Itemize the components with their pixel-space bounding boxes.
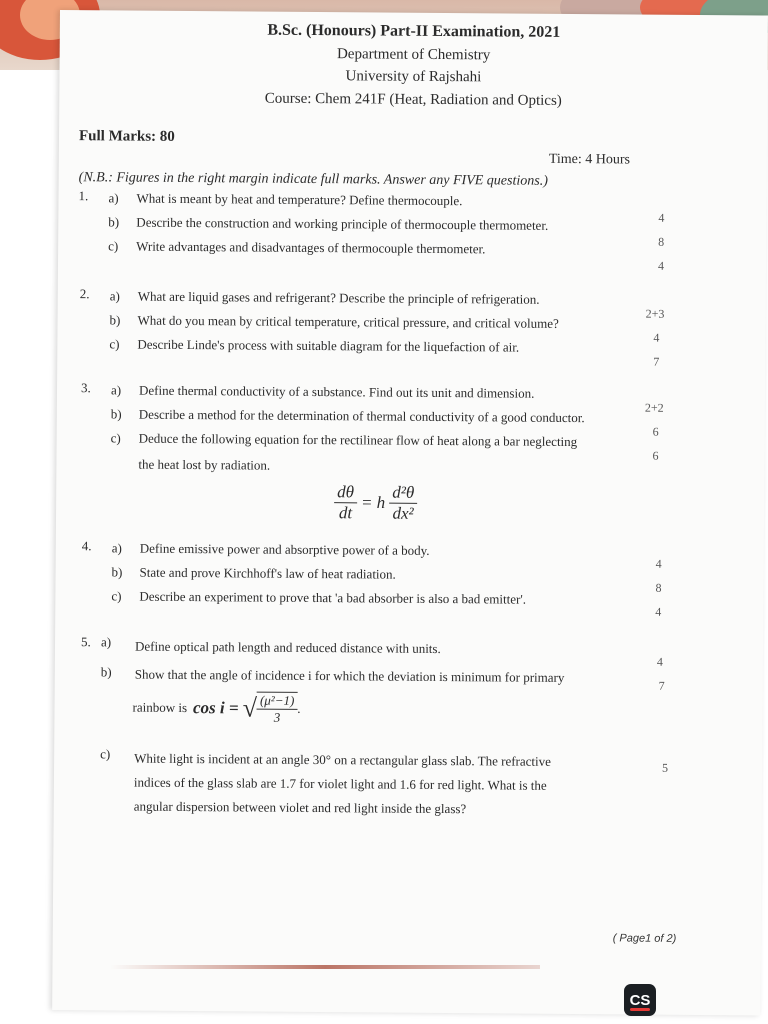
- question-text: Show that the angle of incidence i for which the deviation is minimum for primary: [134, 666, 565, 685]
- marks: 7: [653, 354, 660, 369]
- part-label: b): [108, 214, 120, 230]
- department: Department of Chemistry: [336, 46, 491, 64]
- marks: 6: [652, 448, 659, 463]
- question-number: 3.: [80, 380, 91, 396]
- question-text: Define emissive power and absorptive power of a body.: [139, 540, 430, 558]
- part-label: a): [108, 190, 119, 206]
- marks: 4: [655, 604, 662, 619]
- part-label: b): [110, 406, 122, 422]
- marks: 4: [655, 556, 662, 571]
- question-text: White light is incident at an angle 30° on a rectangular glass slab. The refractive: [134, 750, 552, 769]
- equation-rhs: [389, 483, 417, 524]
- question-number: 1.: [78, 188, 89, 204]
- part-label: a): [110, 382, 122, 398]
- sqrt-symbol: √: [242, 693, 258, 723]
- part-label: b): [109, 312, 121, 328]
- part-label: b): [100, 664, 112, 680]
- rainbow-label: rainbow is: [132, 699, 188, 716]
- question-text: Define optical path length and reduced distance with units.: [134, 638, 441, 657]
- formula-end: .: [297, 700, 301, 716]
- marks: 2+3: [645, 306, 665, 321]
- part-label: c): [111, 588, 122, 604]
- question-text: What do you mean by critical temperature, critical pressure, and critical volume?: [137, 312, 559, 331]
- exam-title: B.Sc. (Honours) Part-II Examination, 2021: [267, 21, 561, 41]
- question-text: What are liquid gases and refrigerant? Describe the principle of refrigeration.: [137, 288, 540, 307]
- university: University of Rajshahi: [345, 68, 482, 86]
- page-number: ( Page1 of 2): [612, 932, 677, 945]
- rainbow-formula: [132, 691, 300, 726]
- part-label: c): [108, 238, 119, 254]
- formula-numerator: (μ²−1): [257, 693, 297, 710]
- marks: 4: [653, 330, 660, 345]
- part-label: a): [109, 288, 120, 304]
- instructions: (N.B.: Figures in the right margin indicate full marks. Answer any FIVE questions.): [78, 170, 548, 189]
- question-text-continued: the heat lost by radiation.: [138, 456, 271, 473]
- equation-lhs-denominator: dt: [338, 503, 353, 523]
- equation-rhs-denominator: dx²: [392, 503, 414, 523]
- part-label: a): [111, 540, 122, 556]
- formula-cos: cos i =: [192, 698, 239, 718]
- question-text: Describe Linde's process with suitable diagram for the liquefaction of air.: [137, 336, 520, 355]
- equation-equals: = h: [360, 492, 386, 513]
- part-label: c): [110, 430, 121, 446]
- question-text: What is meant by heat and temperature? Define thermocouple.: [136, 190, 463, 209]
- question-text: Describe an experiment to prove that 'a bad absorber is also a bad emitter'.: [139, 588, 527, 607]
- question-number: 5.: [80, 634, 91, 650]
- exam-paper: [52, 10, 768, 1016]
- marks: 4: [658, 210, 665, 225]
- question-text: State and prove Kirchhoff's law of heat radiation.: [139, 564, 396, 582]
- question-text-continued: indices of the glass slab are 1.7 for violet light and 1.6 for red light. What is the: [133, 774, 547, 793]
- part-label: a): [100, 634, 112, 650]
- heat-flow-equation: [334, 482, 417, 524]
- course: Course: Chem 241F (Heat, Radiation and Optics): [264, 90, 562, 109]
- question-text-continued: angular dispersion between violet and red light inside the glass?: [133, 798, 467, 817]
- equation-rhs-numerator: d²θ: [389, 483, 417, 504]
- part-label: b): [111, 564, 123, 580]
- question-text: Describe the construction and working principle of thermocouple thermometer.: [136, 214, 549, 233]
- part-label: c): [109, 336, 120, 352]
- question-text: Write advantages and disadvantages of thermocouple thermometer.: [136, 238, 486, 257]
- question-text: Define thermal conductivity of a substance. Find out its unit and dimension.: [138, 382, 535, 401]
- question-number: 2.: [79, 286, 90, 302]
- paper-edge-shadow: [110, 965, 540, 969]
- marks: 2+2: [644, 400, 664, 415]
- marks: 4: [656, 654, 663, 669]
- equation-lhs: [334, 482, 357, 523]
- part-label: c): [100, 746, 111, 762]
- formula-denominator: 3: [273, 709, 281, 725]
- camscanner-logo: [624, 984, 656, 1016]
- marks: 7: [658, 678, 665, 693]
- camscanner-logo-text: CS: [629, 991, 651, 1009]
- formula-fraction: [257, 692, 301, 726]
- marks: 6: [652, 424, 659, 439]
- marks: 8: [658, 234, 665, 249]
- exam-time: Time: 4 Hours: [548, 151, 631, 168]
- marks: 8: [655, 580, 662, 595]
- marks: 4: [657, 258, 665, 273]
- question-text: Describe a method for the determination of thermal conductivity of a good conductor.: [138, 406, 585, 426]
- question-number: 4.: [81, 538, 92, 554]
- marks: 5: [662, 760, 669, 775]
- equation-lhs-numerator: dθ: [334, 482, 357, 503]
- question-text: Deduce the following equation for the rectilinear flow of heat along a bar neglecting: [138, 430, 578, 450]
- full-marks: Full Marks: 80: [78, 128, 175, 145]
